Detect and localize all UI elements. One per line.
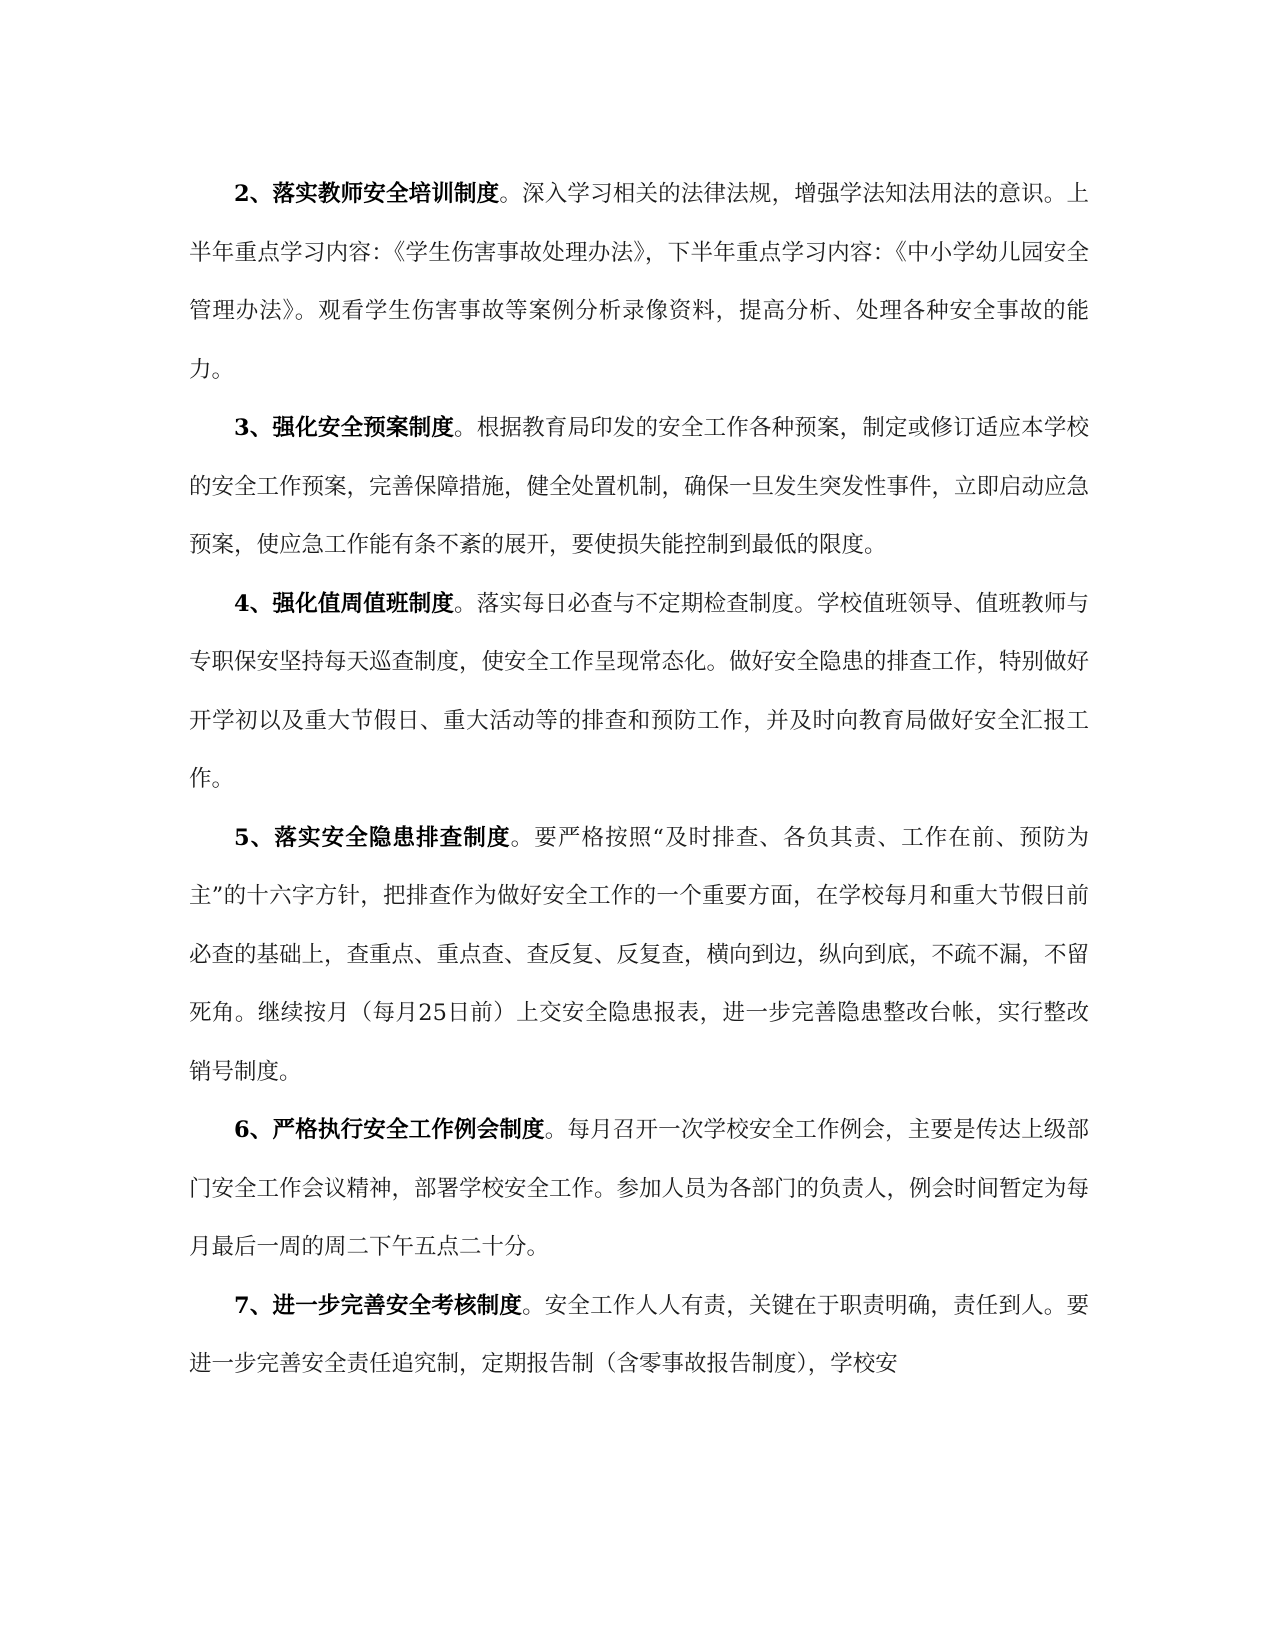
paragraph-text: 。落实每日必查与不定期检查制度。学校值班领导、值班教师与专职保安坚持每天巡查制度，使安全工作呈现常态化。做好安全隐患的排查工作，特别做好开学初以及重大节假日、重大活动等的排查和预防工作，并及时向教育局做好安全汇报工作。	[189, 590, 1090, 792]
paragraph-heading: 5、落实安全隐患排查制度	[234, 824, 511, 851]
paragraph-duty-rotation	[189, 575, 1089, 809]
paragraph-text: 。根据教育局印发的安全工作各种预案，制定或修订适应本学校的安全工作预案，完善保障措施，健全处置机制，确保一旦发生突发性事件，立即启动应急预案，使应急工作能有条不紊的展开，要使损失能控制到最低的限度。	[189, 415, 1090, 558]
paragraph-safety-meeting	[189, 1101, 1089, 1277]
paragraph-text: 。深入学习相关的法律法规，增强学法知法用法的意识。上半年重点学习内容：《学生伤害事故处理办法》，下半年重点学习内容：《中小学幼儿园安全管理办法》。观看学生伤害事故等案例分析录像资料，提高分析、处理各种安全事故的能力。	[189, 181, 1089, 383]
paragraph-heading: 4、强化值周值班制度	[234, 590, 455, 617]
paragraph-text: 。每月召开一次学校安全工作例会，主要是传达上级部门安全工作会议精神，部署学校安全工作。参加人员为各部门的负责人，例会时间暂定为每月最后一周的周二下午五点二十分。	[189, 1117, 1090, 1260]
paragraph-heading: 6、严格执行安全工作例会制度	[234, 1117, 545, 1143]
paragraph-hazard-inspection	[189, 809, 1089, 1102]
paragraph-safety-emergency-plan	[189, 399, 1089, 575]
document-body	[189, 165, 1089, 1394]
paragraph-teacher-safety-training	[189, 165, 1089, 399]
paragraph-heading: 2、落实教师安全培训制度	[234, 181, 500, 207]
paragraph-text: 。安全工作人人有责，关键在于职责明确，责任到人。要进一步完善安全责任追究制，定期报告制（含零事故报告制度），学校安	[189, 1292, 1089, 1377]
paragraph-heading: 3、强化安全预案制度	[234, 415, 455, 441]
paragraph-heading: 7、进一步完善安全考核制度	[234, 1292, 523, 1319]
paragraph-safety-assessment	[189, 1277, 1089, 1394]
paragraph-text: 。要严格按照“及时排查、各负其责、工作在前、预防为主”的十六字方针，把排查作为做好安全工作的一个重要方面，在学校每月和重大节假日前必查的基础上，查重点、重点查、查反复、反复查，横向到边，纵向到底，不疏不漏，不留死角。继续按月（每月25日前）上交安全隐患报表，进一步完善隐患整改台帐，实行整改销号制度。	[189, 824, 1090, 1085]
